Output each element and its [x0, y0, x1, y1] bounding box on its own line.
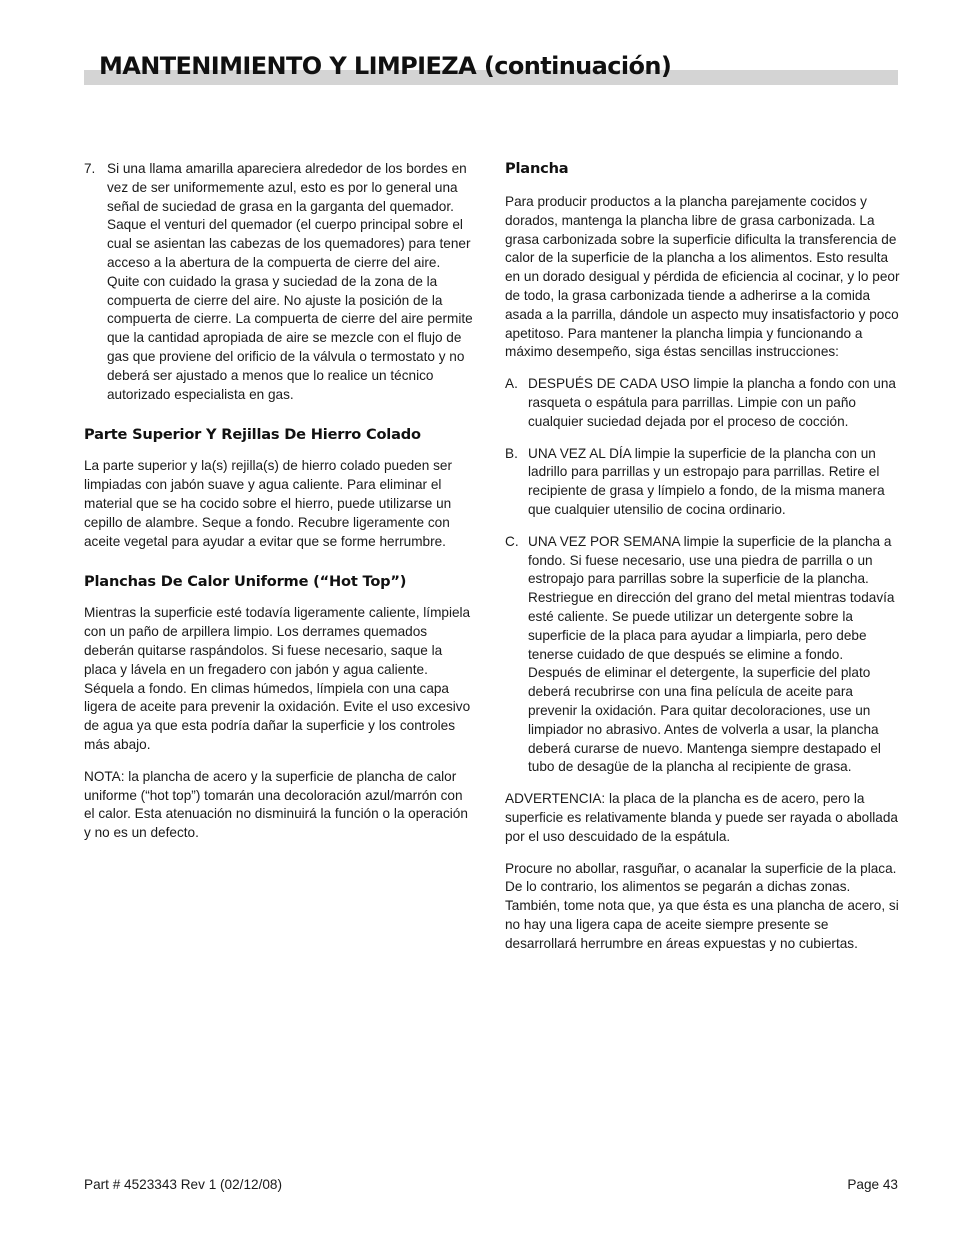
list-marker: A.	[505, 376, 518, 392]
footer-page-number: Page 43	[847, 1177, 898, 1192]
section-body-top-grates: La parte superior y la(s) rejilla(s) de hierro colado pueden ser limpiadas con jabón suave y agua caliente. Para eliminar el material que se ha cocido sobre el hierro, puede utilizarse un cepillo de alambre. Seque a fondo. Recubre ligeramente con aceite vegetal para ayudar a evitar que se forme herrumbre.	[84, 458, 452, 549]
list-marker: B.	[505, 445, 518, 461]
list-item-b	[505, 445, 900, 520]
warning-paragraph: ADVERTENCIA: la placa de la plancha es de acero, pero la superficie es relativamente blanda y puede ser rayada o abollada por el uso descuidado de la espátula.	[505, 791, 898, 844]
list-marker: C.	[505, 533, 519, 549]
list-item-a	[505, 375, 900, 431]
section-body-hot-top: Mientras la superficie esté todavía ligeramente caliente, límpiela con un paño de arpillera limpio. Los derrames quemados deberán quitarse raspándolos. Si fuese necesario, saque la placa y lávela en un fregadero con jabón y agua caliente. Séquela a fondo. En climas húmedos, límpiela con una capa ligera de aceite para prevenir la oxidación. Evite el uso excesivo de agua ya que esta podría dañar la superficie y los controles más abajo.	[84, 605, 471, 752]
closing-paragraph: Procure no abollar, rasguñar, o acanalar la superficie de la placa. De lo contrario, los alimentos se pegarán a dichas zonas. También, tome nota que, ya que ésta es una plancha de acero, si no hay una ligera capa de aceite siempre presente se desarrollará herrumbre en áreas expuestas y no cubiertas.	[505, 860, 899, 951]
list-item-text: Si una llama amarilla apareciera alrededor de los bordes en vez de ser uniformemente azul, esto es por lo general una señal de suciedad de grasa en la garganta del quemador. Saque el venturi del quemador (el cuerpo principal sobre el cual se asientan las cabezas de los quemadores) para tener acceso a la abertura de la compuerta de cierre del aire. Quite con cuidado la grasa y suciedad de la zona de la compuerta de cierre del aire. No ajuste la posición de la compuerta de cierre. La compuerta de cierre del aire permite que la cantidad apropiada de aire se mezcle con el flujo de gas que proviene del orificio de la válvula o termostato y no deberá ser ajustado a menos que lo realice un técnico autorizado especialista en gas.	[107, 161, 473, 402]
list-marker: 7.	[84, 161, 96, 176]
list-item-text: UNA VEZ POR SEMANA limpie la superficie de la plancha a fondo. Si fuese necesario, use una piedra de parrilla o un estropajo para parrillas sobre la superficie de la plancha. Restriegue en dirección del grano del metal mientras todavía esté caliente. Se puede utilizar un detergente sobre la superficie de la placa para ayudar a limpiarla, pero debe tenerse cuidado de que después se elimine a fondo. Después de eliminar el detergente, la superficie del plato deberá recubrirse con una fina película de aceite para prevenir la oxidación. Para quitar decoloraciones, use un limpiador no abrasivo. Antes de volverla a usar, la plancha deberá curarse de nuevo. Mantenga siempre destapado el tubo de desagüe de la plancha al recipiente de grasa.	[528, 533, 895, 775]
section-heading-top-grates: Parte Superior Y Rejillas De Hierro Colado	[84, 426, 421, 444]
left-column	[84, 160, 476, 856]
note-paragraph: NOTA: la plancha de acero y la superficie de plancha de calor uniforme (“hot top”) tomarán una decoloración azul/marrón con el calor. Esta atenuación no disminuirá la función o la operación y no es un defecto.	[84, 768, 468, 841]
page-title: MANTENIMIENTO Y LIMPIEZA (continuación)	[99, 52, 672, 80]
list-item-7	[84, 160, 476, 404]
footer-part-number: Part # 4523343 Rev 1 (02/12/08)	[84, 1177, 282, 1192]
section-heading-hot-top: Planchas De Calor Uniforme (“Hot Top”)	[84, 573, 407, 591]
griddle-intro: Para producir productos a la plancha parejamente cocidos y dorados, mantenga la plancha libre de grasa carbonizada. La grasa carbonizada sobre la superficie dificulta la transferencia de calor de la superficie de la plancha a los alimentos. Esto resulta en un dorado desigual y pérdida de eficiencia al cocinar, y lo peor de todo, la grasa carbonizada tiende a adherirse a la comida asada a la parrilla, dándole un aspecto muy insatisfactorio y poco apetitoso. Para mantener la plancha limpia y funcionando a máximo desempeño, siga éstas sencillas instrucciones:	[505, 194, 900, 360]
right-column	[505, 160, 900, 966]
list-item-text: UNA VEZ AL DÍA limpie la superficie de la plancha con un ladrillo para parrillas y un estropajo para parrillas. Retire el recipiente de grasa y límpielo a fondo, de la misma manera que cualquier utensilio de cocina ordinario.	[528, 445, 885, 517]
section-heading-griddle: Plancha	[505, 160, 569, 177]
list-item-c	[505, 533, 900, 777]
list-item-text: DESPUÉS DE CADA USO limpie la plancha a fondo con una rasqueta o espátula para parrillas. Limpie con un paño cualquier suciedad dejada por el proceso de cocción.	[528, 376, 896, 429]
